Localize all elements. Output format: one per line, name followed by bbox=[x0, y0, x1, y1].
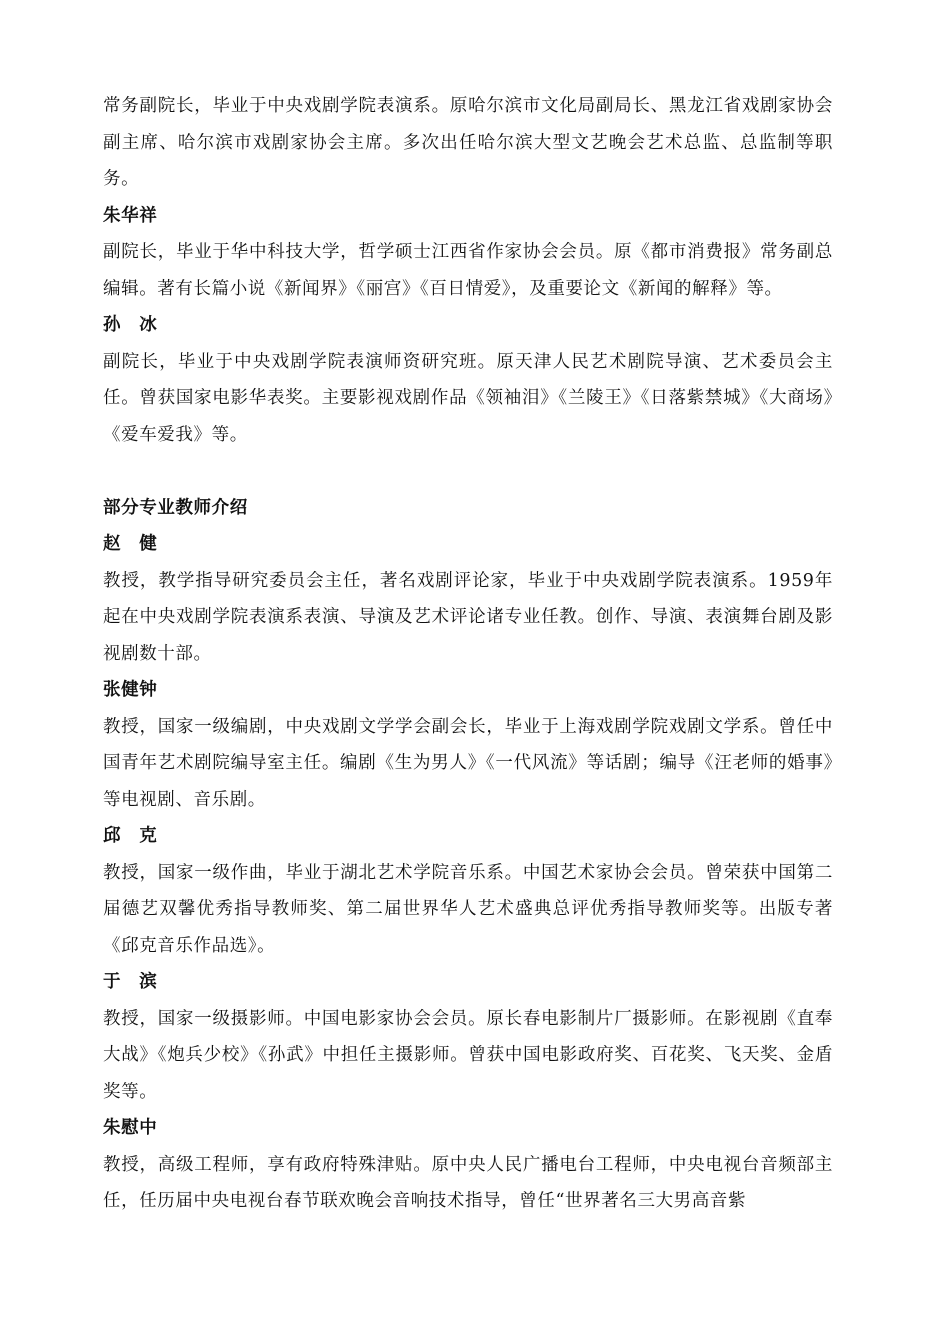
leader-name: 朱华祥 bbox=[103, 205, 158, 226]
teacher-bio: 教授，教学指导研究委员会主任，著名戏剧评论家，毕业于中央戏剧学院表演系。1959年起在中央戏剧学院表演系表演、导演及艺术评论诸专业任教。创作、导演、表演舞台剧及影视剧数十部。 bbox=[103, 570, 833, 664]
teacher-name: 邱 克 bbox=[103, 826, 158, 846]
teacher-name: 于 滨 bbox=[103, 972, 158, 992]
leader-bio: 副院长，毕业于华中科技大学，哲学硕士江西省作家协会会员。原《都市消费报》常务副总编辑。著有长篇小说《新闻界》《丽宫》《百日情爱》，及重要论文《新闻的解释》等。 bbox=[103, 242, 833, 299]
leader-bio: 副院长，毕业于中央戏剧学院表演师资研究班。原天津人民艺术剧院导演、艺术委员会主任。曾获国家电影华表奖。主要影视戏剧作品《领袖泪》《兰陵王》《日落紫禁城》《大商场》《爱车爱我》等。 bbox=[103, 351, 833, 445]
teacher-name: 赵 健 bbox=[103, 534, 158, 554]
teacher-entry bbox=[103, 526, 833, 672]
teacher-entry bbox=[103, 964, 833, 1110]
teacher-entry bbox=[103, 672, 833, 818]
intro-paragraph: 常务副院长，毕业于中央戏剧学院表演系。原哈尔滨市文化局副局长、黑龙江省戏剧家协会副主席、哈尔滨市戏剧家协会主席。多次出任哈尔滨大型文艺晚会艺术总监、总监制等职务。 bbox=[103, 96, 833, 189]
document-page bbox=[103, 88, 833, 1220]
teacher-bio: 教授，国家一级编剧，中央戏剧文学学会副会长，毕业于上海戏剧学院戏剧文学系。曾任中国青年艺术剧院编导室主任。编剧《生为男人》《一代风流》等话剧；编导《汪老师的婚事》等电视剧、音乐剧。 bbox=[103, 716, 833, 810]
section-spacer bbox=[103, 453, 833, 490]
teacher-name: 张健钟 bbox=[103, 680, 158, 700]
leader-entry bbox=[103, 198, 833, 308]
leader-entry bbox=[103, 307, 833, 453]
teacher-entry bbox=[103, 818, 833, 964]
leader-name: 孙 冰 bbox=[103, 315, 158, 335]
teacher-name: 朱慰中 bbox=[103, 1118, 158, 1138]
teachers-section-title: 部分专业教师介绍 bbox=[103, 497, 248, 518]
teacher-bio: 教授，国家一级摄影师。中国电影家协会会员。原长春电影制片厂摄影师。在影视剧《直奉大战》《炮兵少校》《孙武》中担任主摄影师。曾获中国电影政府奖、百花奖、飞天奖、金盾奖等。 bbox=[103, 1008, 833, 1102]
teacher-bio: 教授，高级工程师，享有政府特殊津贴。原中央人民广播电台工程师，中央电视台音频部主任，任历届中央电视台春节联欢晚会音响技术指导，曾任“世界著名三大男高音紫 bbox=[103, 1154, 833, 1211]
teacher-entry bbox=[103, 1110, 833, 1220]
teacher-bio: 教授，国家一级作曲，毕业于湖北艺术学院音乐系。中国艺术家协会会员。曾荣获中国第二届德艺双馨优秀指导教师奖、第二届世界华人艺术盛典总评优秀指导教师奖等。出版专著《邱克音乐作品选》。 bbox=[103, 862, 833, 956]
